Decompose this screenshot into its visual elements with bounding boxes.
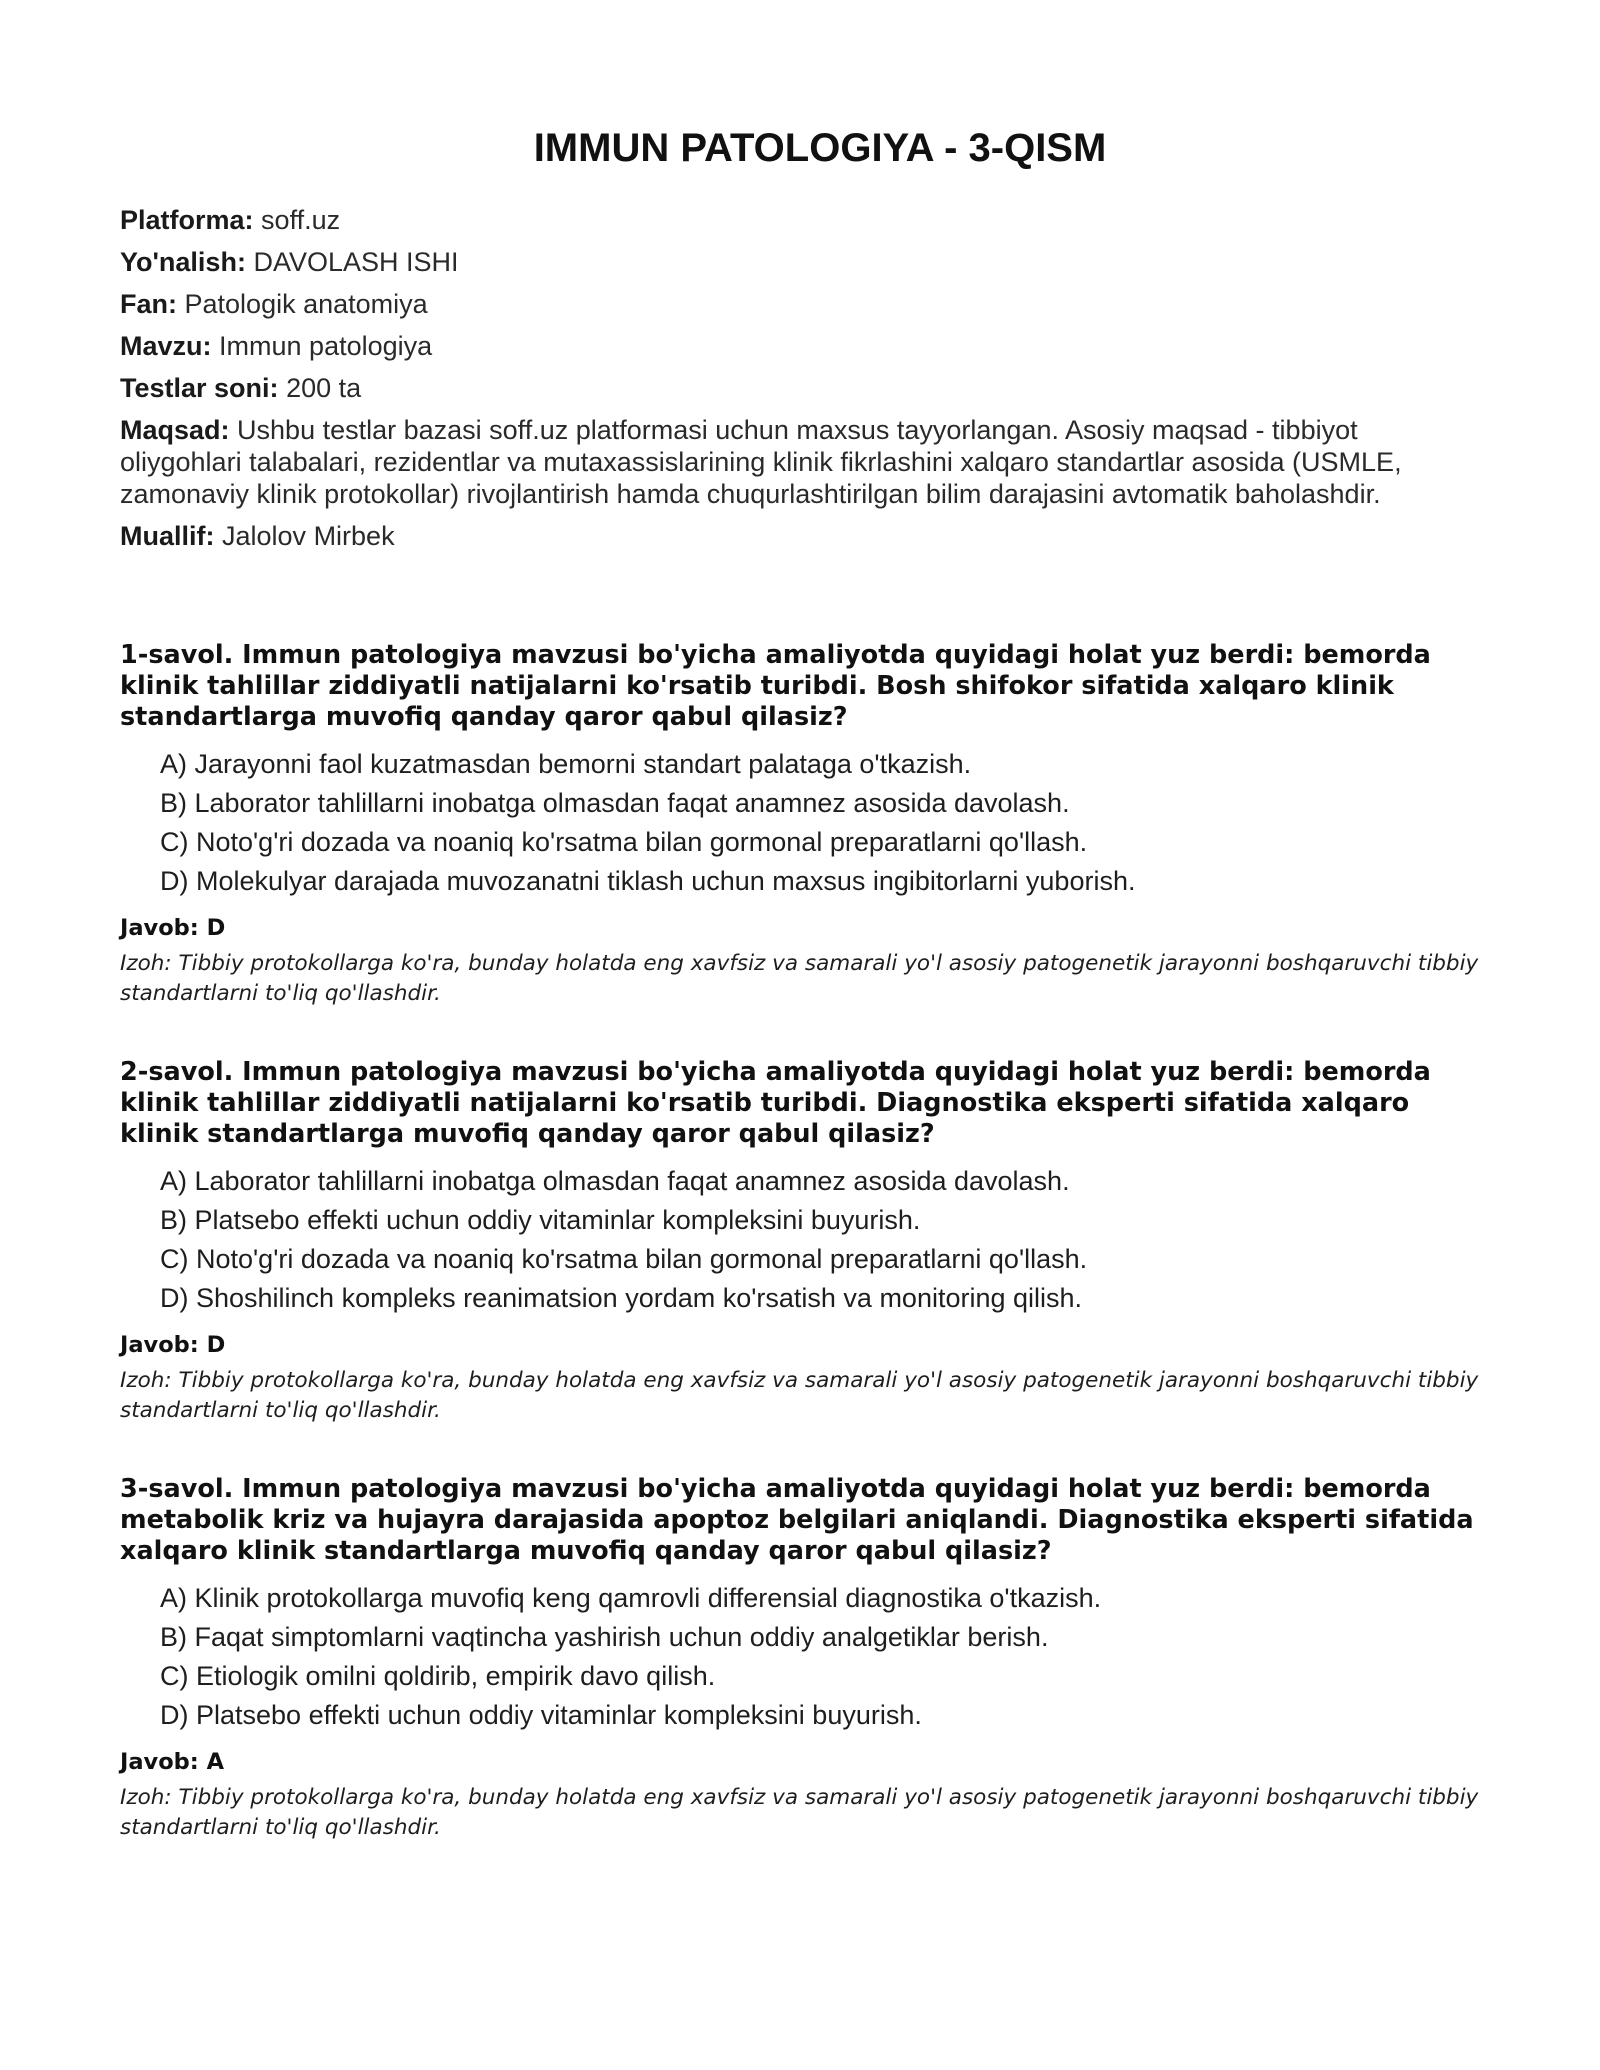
meta-maqsad: [120, 414, 1480, 510]
answer-key: Javob: D: [120, 1332, 226, 1358]
page-title: IMMUN PATOLOGIYA - 3-QISM: [533, 126, 1107, 170]
question-1: [120, 640, 1480, 1009]
option-c: C) Noto'g'ri dozada va noaniq ko'rsatma bilan gormonal preparatlarni qo'llash.: [160, 827, 1088, 857]
meta-value: soff.uz: [261, 205, 341, 235]
option-a: A) Klinik protokollarga muvofiq keng qamrovli differensial diagnostika o'tkazish.: [160, 1583, 1102, 1613]
option-d: D) Platsebo effekti uchun oddiy vitaminlar kompleksini buyurish.: [160, 1700, 922, 1730]
option-b: B) Platsebo effekti uchun oddiy vitaminlar kompleksini buyurish.: [160, 1205, 921, 1235]
option-a: A) Jarayonni faol kuzatmasdan bemorni standart palataga o'tkazish.: [160, 749, 972, 779]
document-page: [120, 118, 1480, 1891]
option-b: B) Laborator tahlillarni inobatga olmasdan faqat anamnez asosida davolash.: [160, 788, 1070, 818]
document-meta: [120, 204, 1480, 552]
option-d: D) Molekulyar darajada muvozanatni tiklash uchun maxsus ingibitorlarni yuborish.: [160, 866, 1136, 896]
meta-label: Yo'nalish:: [120, 247, 246, 277]
explanation-note: Izoh: Tibbiy protokollarga ko'ra, bunday holatda eng xavfsiz va samarali yo'l asosiy patogenetik jarayonni boshqaruvchi tibbiy standartlarni to'liq qo'llashdir.: [120, 1785, 1479, 1840]
answer-options: [160, 1579, 1480, 1735]
meta-mavzu: [120, 330, 1480, 362]
question-text: 1-savol. Immun patologiya mavzusi bo'yicha amaliyotda quyidagi holat yuz berdi: bemorda klinik tahlillar ziddiyatli natijalarni ko'rsatib turibdi. Bosh shifokor sifatida xalqaro klinik standartlarga muvofiq qanday qaror qabul qilasiz?: [120, 640, 1431, 732]
answer-options: [160, 745, 1480, 901]
meta-muallif: [120, 520, 1480, 552]
question-text: 2-savol. Immun patologiya mavzusi bo'yicha amaliyotda quyidagi holat yuz berdi: bemorda klinik tahlillar ziddiyatli natijalarni ko'rsatib turibdi. Diagnostika eksperti sifatida xalqaro klinik standartlarga muvofiq qanday qaror qabul qilasiz?: [120, 1057, 1431, 1149]
meta-yonalish: [120, 246, 1480, 278]
answer-key: Javob: A: [120, 1749, 225, 1775]
meta-fan: [120, 288, 1480, 320]
meta-value: DAVOLASH ISHI: [253, 247, 459, 277]
explanation-note: Izoh: Tibbiy protokollarga ko'ra, bunday holatda eng xavfsiz va samarali yo'l asosiy patogenetik jarayonni boshqaruvchi tibbiy standartlarni to'liq qo'llashdir.: [120, 951, 1479, 1006]
meta-value: Patologik anatomiya: [184, 289, 428, 319]
answer-options: [160, 1162, 1480, 1318]
answer-key: Javob: D: [120, 915, 226, 941]
meta-label: Muallif:: [120, 521, 215, 551]
meta-value: 200 ta: [286, 373, 362, 403]
meta-platforma: [120, 204, 1480, 236]
meta-label: Fan:: [120, 289, 177, 319]
meta-label: Maqsad:: [120, 415, 230, 445]
meta-value: Jalolov Mirbek: [222, 521, 395, 551]
explanation-note: Izoh: Tibbiy protokollarga ko'ra, bunday holatda eng xavfsiz va samarali yo'l asosiy patogenetik jarayonni boshqaruvchi tibbiy standartlarni to'liq qo'llashdir.: [120, 1368, 1479, 1423]
meta-label: Platforma:: [120, 205, 254, 235]
option-d: D) Shoshilinch kompleks reanimatsion yordam ko'rsatish va monitoring qilish.: [160, 1283, 1083, 1313]
meta-value: Ushbu testlar bazasi soff.uz platformasi uchun maxsus tayyorlangan. Asosiy maqsad - tibbiyot oliygohlari talabalari, rezidentlar va mutaxassislarining klinik fikrlashini xalqaro standartlar asosida (USMLE, zamonaviy klinik protokollar) rivojlantirish hamda chuqurlashtirilgan bilim darajasini avtomatik baholashdir.: [120, 415, 1402, 509]
meta-label: Testlar soni:: [120, 373, 279, 403]
option-c: C) Etiologik omilni qoldirib, empirik davo qilish.: [160, 1661, 716, 1691]
question-text: 3-savol. Immun patologiya mavzusi bo'yicha amaliyotda quyidagi holat yuz berdi: bemorda metabolik kriz va hujayra darajasida apoptoz belgilari aniqlandi. Diagnostika eksperti sifatida xalqaro klinik standartlarga muvofiq qanday qaror qabul qilasiz?: [120, 1474, 1474, 1566]
option-b: B) Faqat simptomlarni vaqtincha yashirish uchun oddiy analgetiklar berish.: [160, 1622, 1049, 1652]
question-2: [120, 1057, 1480, 1426]
question-3: [120, 1474, 1480, 1843]
meta-value: Immun patologiya: [219, 331, 433, 361]
option-a: A) Laborator tahlillarni inobatga olmasdan faqat anamnez asosida davolash.: [160, 1166, 1070, 1196]
meta-testlar-soni: [120, 372, 1480, 404]
meta-label: Mavzu:: [120, 331, 212, 361]
option-c: C) Noto'g'ri dozada va noaniq ko'rsatma bilan gormonal preparatlarni qo'llash.: [160, 1244, 1088, 1274]
